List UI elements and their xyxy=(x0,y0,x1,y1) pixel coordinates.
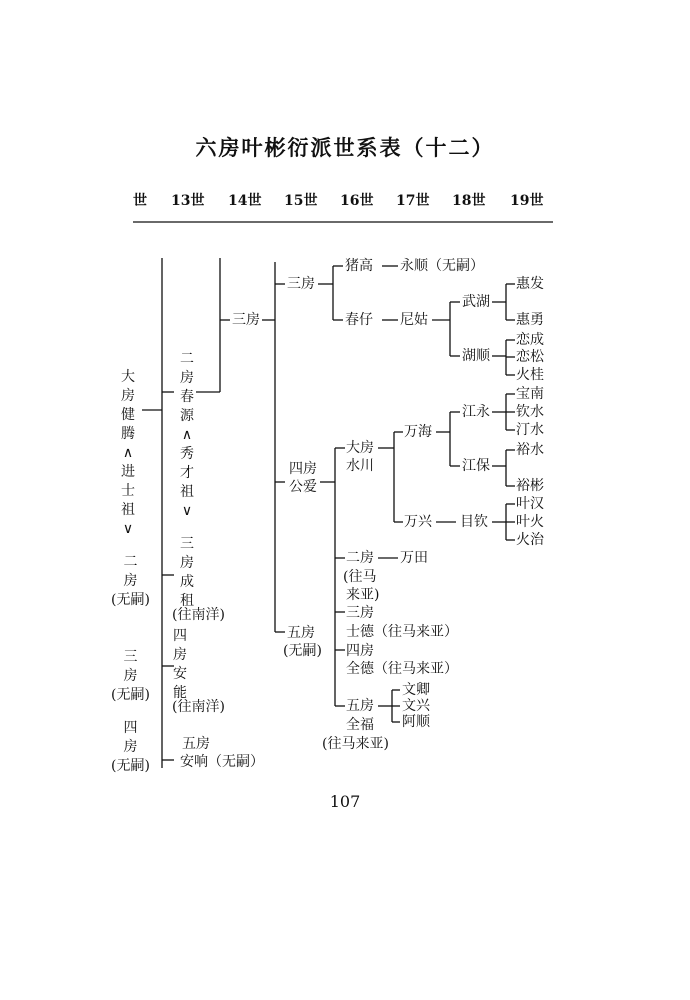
ashun: 阿顺 xyxy=(402,714,430,730)
anneng-note: (往南洋) xyxy=(172,699,225,715)
sanfang-gen12: 三 房 (无嗣) xyxy=(111,649,150,703)
sanfang-gen15: 三房 xyxy=(287,276,315,292)
gen19-name: 钦水 xyxy=(516,404,544,420)
gen19-name: 火治 xyxy=(516,532,544,548)
sifang-gen15: 四房 xyxy=(289,461,317,477)
quande: 全德（往马来亚） xyxy=(346,661,458,677)
erfang-gen16-note1: (往马 xyxy=(343,569,377,585)
wufang-gen16: 五房 xyxy=(346,698,374,714)
wanhai: 万海 xyxy=(404,424,432,440)
quanfu-note: (往马来亚) xyxy=(322,736,389,752)
page-number: 107 xyxy=(329,792,361,811)
muqin: 目钦 xyxy=(460,514,488,530)
wufang-gen13: 五房 xyxy=(182,736,210,752)
generation-label: 18世 xyxy=(452,193,486,209)
chunzi: 春仔 xyxy=(345,312,373,328)
generation-label: 13世 xyxy=(171,193,205,209)
gen19-name: 叶火 xyxy=(516,514,544,530)
shuichuan: 水川 xyxy=(346,458,374,474)
wufang-gen15: 五房 xyxy=(287,625,315,641)
generation-label: 14世 xyxy=(228,193,262,209)
gen19-name: 惠发 xyxy=(516,276,544,292)
gen19-name: 火桂 xyxy=(516,367,544,383)
chengzu-note: (往南洋) xyxy=(172,607,225,623)
quanfu: 全福 xyxy=(346,717,374,733)
sifang-gen16: 四房 xyxy=(346,643,374,659)
gen19-name: 恋松 xyxy=(516,349,544,365)
generation-label: 15世 xyxy=(284,193,318,209)
gen19-name: 叶汉 xyxy=(516,496,544,512)
generation-label: 16世 xyxy=(340,193,374,209)
shide: 士德（往马来亚） xyxy=(346,624,458,640)
wanxing: 万兴 xyxy=(404,514,432,530)
page-title: 六房叶彬衍派世系表（十二） xyxy=(195,135,495,160)
sanfang-gen16: 三房 xyxy=(346,605,374,621)
gen19-name: 恋成 xyxy=(516,332,544,348)
gen19-name: 惠勇 xyxy=(516,312,544,328)
nigu: 尼姑 xyxy=(400,312,428,328)
gen19-name: 宝南 xyxy=(516,386,544,402)
erfang-chunyuan: 二 房 春 源 ∧ 秀 才 祖 ∨ xyxy=(180,351,194,519)
sanfang-gen14: 三房 xyxy=(232,312,260,328)
generation-label: 世 xyxy=(133,193,147,209)
zhugao: 猪高 xyxy=(345,258,373,274)
dafang-gen16: 大房 xyxy=(346,440,374,456)
yongshun: 永顺（无嗣） xyxy=(400,258,484,274)
erfang-gen16-note2: 来亚) xyxy=(346,587,380,603)
gen19-name: 汀水 xyxy=(516,422,544,438)
erfang-gen16: 二房 xyxy=(346,550,374,566)
wenxing: 文兴 xyxy=(402,698,430,714)
wantian: 万田 xyxy=(400,550,428,566)
wuhu: 武湖 xyxy=(462,294,490,310)
wufang-gen15-note: (无嗣) xyxy=(283,643,322,659)
generation-label: 17世 xyxy=(396,193,430,209)
anxiang: 安响（无嗣） xyxy=(180,754,264,770)
sifang-gen12: 四 房 (无嗣) xyxy=(111,720,150,774)
gen19-name: 裕彬 xyxy=(516,478,544,494)
wenqing: 文卿 xyxy=(402,682,430,698)
jiangbao: 江保 xyxy=(462,458,490,474)
jiangyong: 江永 xyxy=(462,404,490,420)
sanfang-chengzu: 三 房 成 租 xyxy=(180,536,194,609)
generation-label: 19世 xyxy=(510,193,544,209)
erfang-gen12: 二 房 (无嗣) xyxy=(111,554,150,608)
hushun: 湖顺 xyxy=(462,348,490,364)
sifang-anneng: 四 房 安 能 xyxy=(173,628,187,701)
dafang-jianteng: 大 房 健 腾 ∧ 进 士 祖 ∨ xyxy=(121,369,135,537)
gongai: 公爱 xyxy=(289,479,317,495)
gen19-name: 裕水 xyxy=(516,442,544,458)
